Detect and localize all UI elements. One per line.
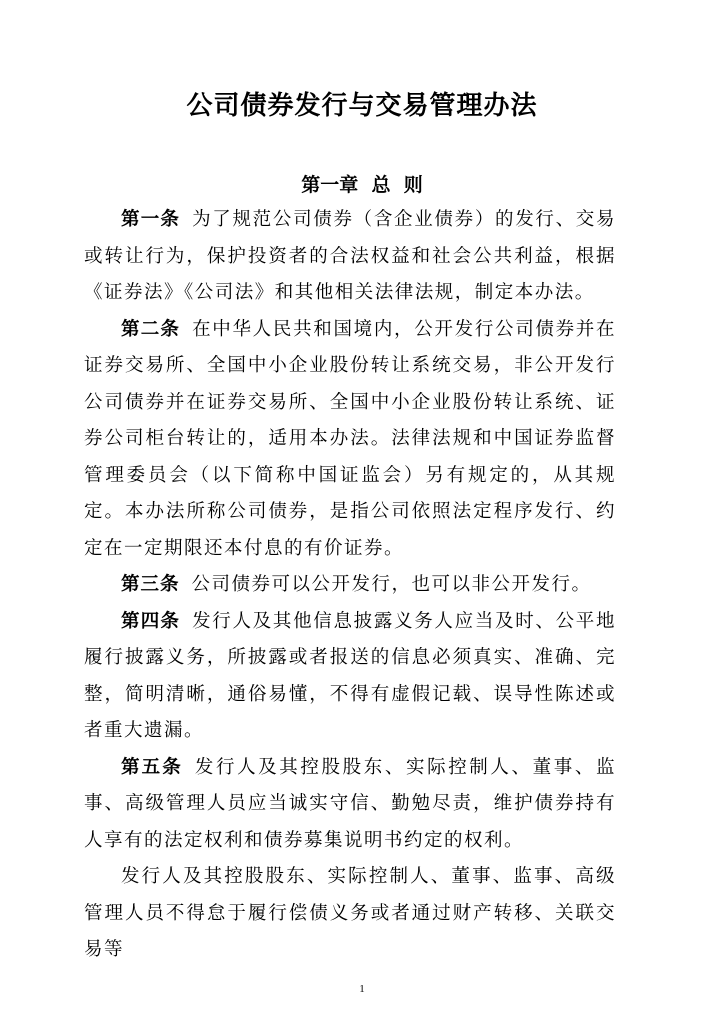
paragraph-text: 发行人及其控股股东、实际控制人、董事、监事、高级管理人员不得怠于履行偿债义务或者通过财产转移、关联交易等 — [84, 866, 616, 960]
article-paragraph — [84, 312, 616, 568]
continuation-paragraph — [84, 859, 616, 969]
article-text: 发行人及其控股股东、实际控制人、董事、监事、高级管理人员应当诚实守信、勤勉尽责，维护债券持有人享有的法定权利和债券募集说明书约定的权利。 — [84, 756, 616, 851]
article-paragraph — [84, 604, 616, 750]
article-number: 第一条 — [121, 209, 181, 230]
article-paragraph — [84, 567, 616, 604]
article-number: 第四条 — [121, 610, 181, 632]
article-number: 第三条 — [121, 574, 180, 595]
article-text: 公司债券可以公开发行，也可以非公开发行。 — [191, 574, 592, 595]
article-number: 第二条 — [121, 318, 181, 340]
article-number: 第五条 — [121, 756, 183, 778]
article-text: 在中华人民共和国境内，公开发行公司债券并在证券交易所、全国中小企业股份转让系统交易，非公开发行公司债券并在证券交易所、全国中小企业股份转让系统、证券公司柜台转让的，适用本办法。法律法规和中国证券监督管理委员会（以下简称中国证监会）另有规定的，从其规定。本办法所称公司债券，是指公司依照法定程序发行、约定在一定期限还本付息的有价证券。 — [84, 318, 616, 559]
article-paragraph — [84, 202, 616, 312]
page-number: 1 — [359, 983, 365, 995]
chapter-heading: 第一章 总 则 — [301, 174, 423, 196]
article-text: 发行人及其他信息披露义务人应当及时、公平地履行披露义务，所披露或者报送的信息必须真实、准确、完整，简明清晰，通俗易懂，不得有虚假记载、误导性陈述或者重大遗漏。 — [84, 610, 616, 741]
article-paragraph — [84, 750, 616, 860]
article-text: 为了规范公司债券（含企业债券）的发行、交易或转让行为，保护投资者的合法权益和社会公共利益，根据《证券法》《公司法》和其他相关法律法规，制定本办法。 — [84, 209, 616, 303]
document-title: 公司债券发行与交易管理办法 — [186, 91, 538, 121]
document-body — [84, 202, 616, 969]
